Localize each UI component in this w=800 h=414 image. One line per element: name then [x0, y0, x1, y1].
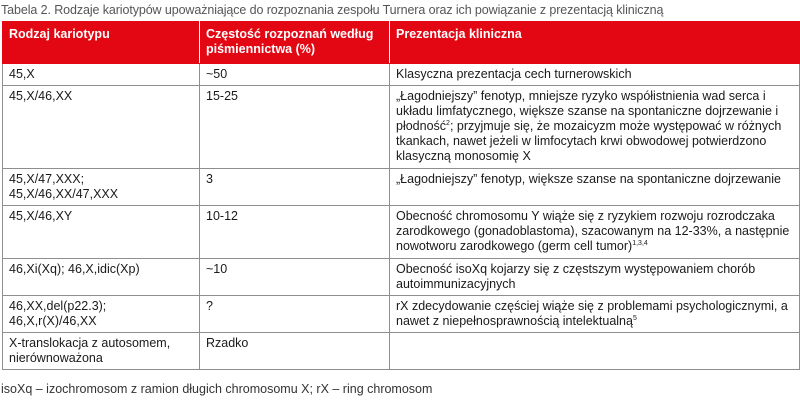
cell-presentation — [390, 86, 800, 169]
header-karyotype: Rodzaj kariotypu — [3, 22, 200, 64]
table-header-row — [3, 22, 800, 64]
reference-superscript: 2 — [446, 119, 450, 127]
table-row — [3, 259, 800, 296]
cell-presentation — [390, 259, 800, 296]
cell-karyotype: X-translokacja z autosomem, nierównoważona — [3, 333, 200, 370]
table-row — [3, 333, 800, 370]
header-frequency: Częstość rozpoznań według piśmiennictwa (%) — [200, 22, 390, 64]
presentation-text: ; przyjmuje się, że mozaicyzm może występować w różnych tkankach, nawet jeżeli w limfocytach krwi obwodowej potwierdzono klasyczną monosomię X — [396, 119, 782, 163]
table-body — [3, 64, 800, 370]
cell-frequency: 3 — [200, 169, 390, 206]
presentation-text: Obecność chromosomu Y wiąże się z ryzykiem rozwoju rozrodczaka zarodkowego (gonadoblastoma), szacowanym na 12-33%, a następnie nowotworu zarodkowego (germ cell tumor) — [396, 209, 790, 253]
presentation-text: „Łagodniejszy” fenotyp, większe szanse na spontaniczne dojrzewanie — [396, 172, 781, 186]
cell-karyotype: 45,X — [3, 64, 200, 86]
presentation-text: Klasyczna prezentacja cech turnerowskich — [396, 67, 632, 81]
reference-superscript: 5 — [632, 314, 637, 322]
presentation-text: rX zdecydowanie częściej wiąże się z problemami psychologicznymi, a nawet z niepełnosprawnością intelektualną — [396, 299, 788, 328]
table-footnote: isoXq – izochromosom z ramion długich chromosomu X; rX – ring chromosom — [1, 382, 433, 396]
cell-frequency: Rzadko — [200, 333, 390, 370]
presentation-text: „Łagodniejszy” fenotyp, mniejsze ryzyko współistnienia wad serca i układu limfatycznego, większe szanse na spontaniczne dojrzewanie i płodność — [396, 89, 779, 133]
table-caption: Tabela 2. Rodzaje kariotypów upoważniające do rozpoznania zespołu Turnera oraz ich powiązanie z prezentacją kliniczną — [1, 3, 664, 17]
cell-frequency: 10-12 — [200, 206, 390, 259]
cell-frequency: 15-25 — [200, 86, 390, 169]
cell-presentation — [390, 333, 800, 370]
cell-presentation — [390, 296, 800, 333]
cell-karyotype: 45,X/46,XX — [3, 86, 200, 169]
cell-frequency: ~50 — [200, 64, 390, 86]
table-row — [3, 169, 800, 206]
karyotype-table — [2, 21, 800, 370]
table-row — [3, 296, 800, 333]
presentation-text: Obecność isoXq kojarzy się z częstszym występowaniem chorób autoimmunizacyjnych — [396, 262, 756, 291]
cell-karyotype: 45,X/46,XY — [3, 206, 200, 259]
reference-superscript: 1,3,4 — [632, 239, 648, 247]
cell-karyotype: 46,Xi(Xq); 46,X,idic(Xp) — [3, 259, 200, 296]
cell-karyotype: 45,X/47,XXX; 45,X/46,XX/47,XXX — [3, 169, 200, 206]
table-row — [3, 206, 800, 259]
cell-karyotype: 46,XX,del(p22.3); 46,X,r(X)/46,XX — [3, 296, 200, 333]
cell-presentation — [390, 64, 800, 86]
cell-frequency: ? — [200, 296, 390, 333]
cell-presentation — [390, 206, 800, 259]
table-row — [3, 64, 800, 86]
cell-presentation — [390, 169, 800, 206]
table-row — [3, 86, 800, 169]
cell-frequency: ~10 — [200, 259, 390, 296]
header-clinical-presentation: Prezentacja kliniczna — [390, 22, 800, 64]
